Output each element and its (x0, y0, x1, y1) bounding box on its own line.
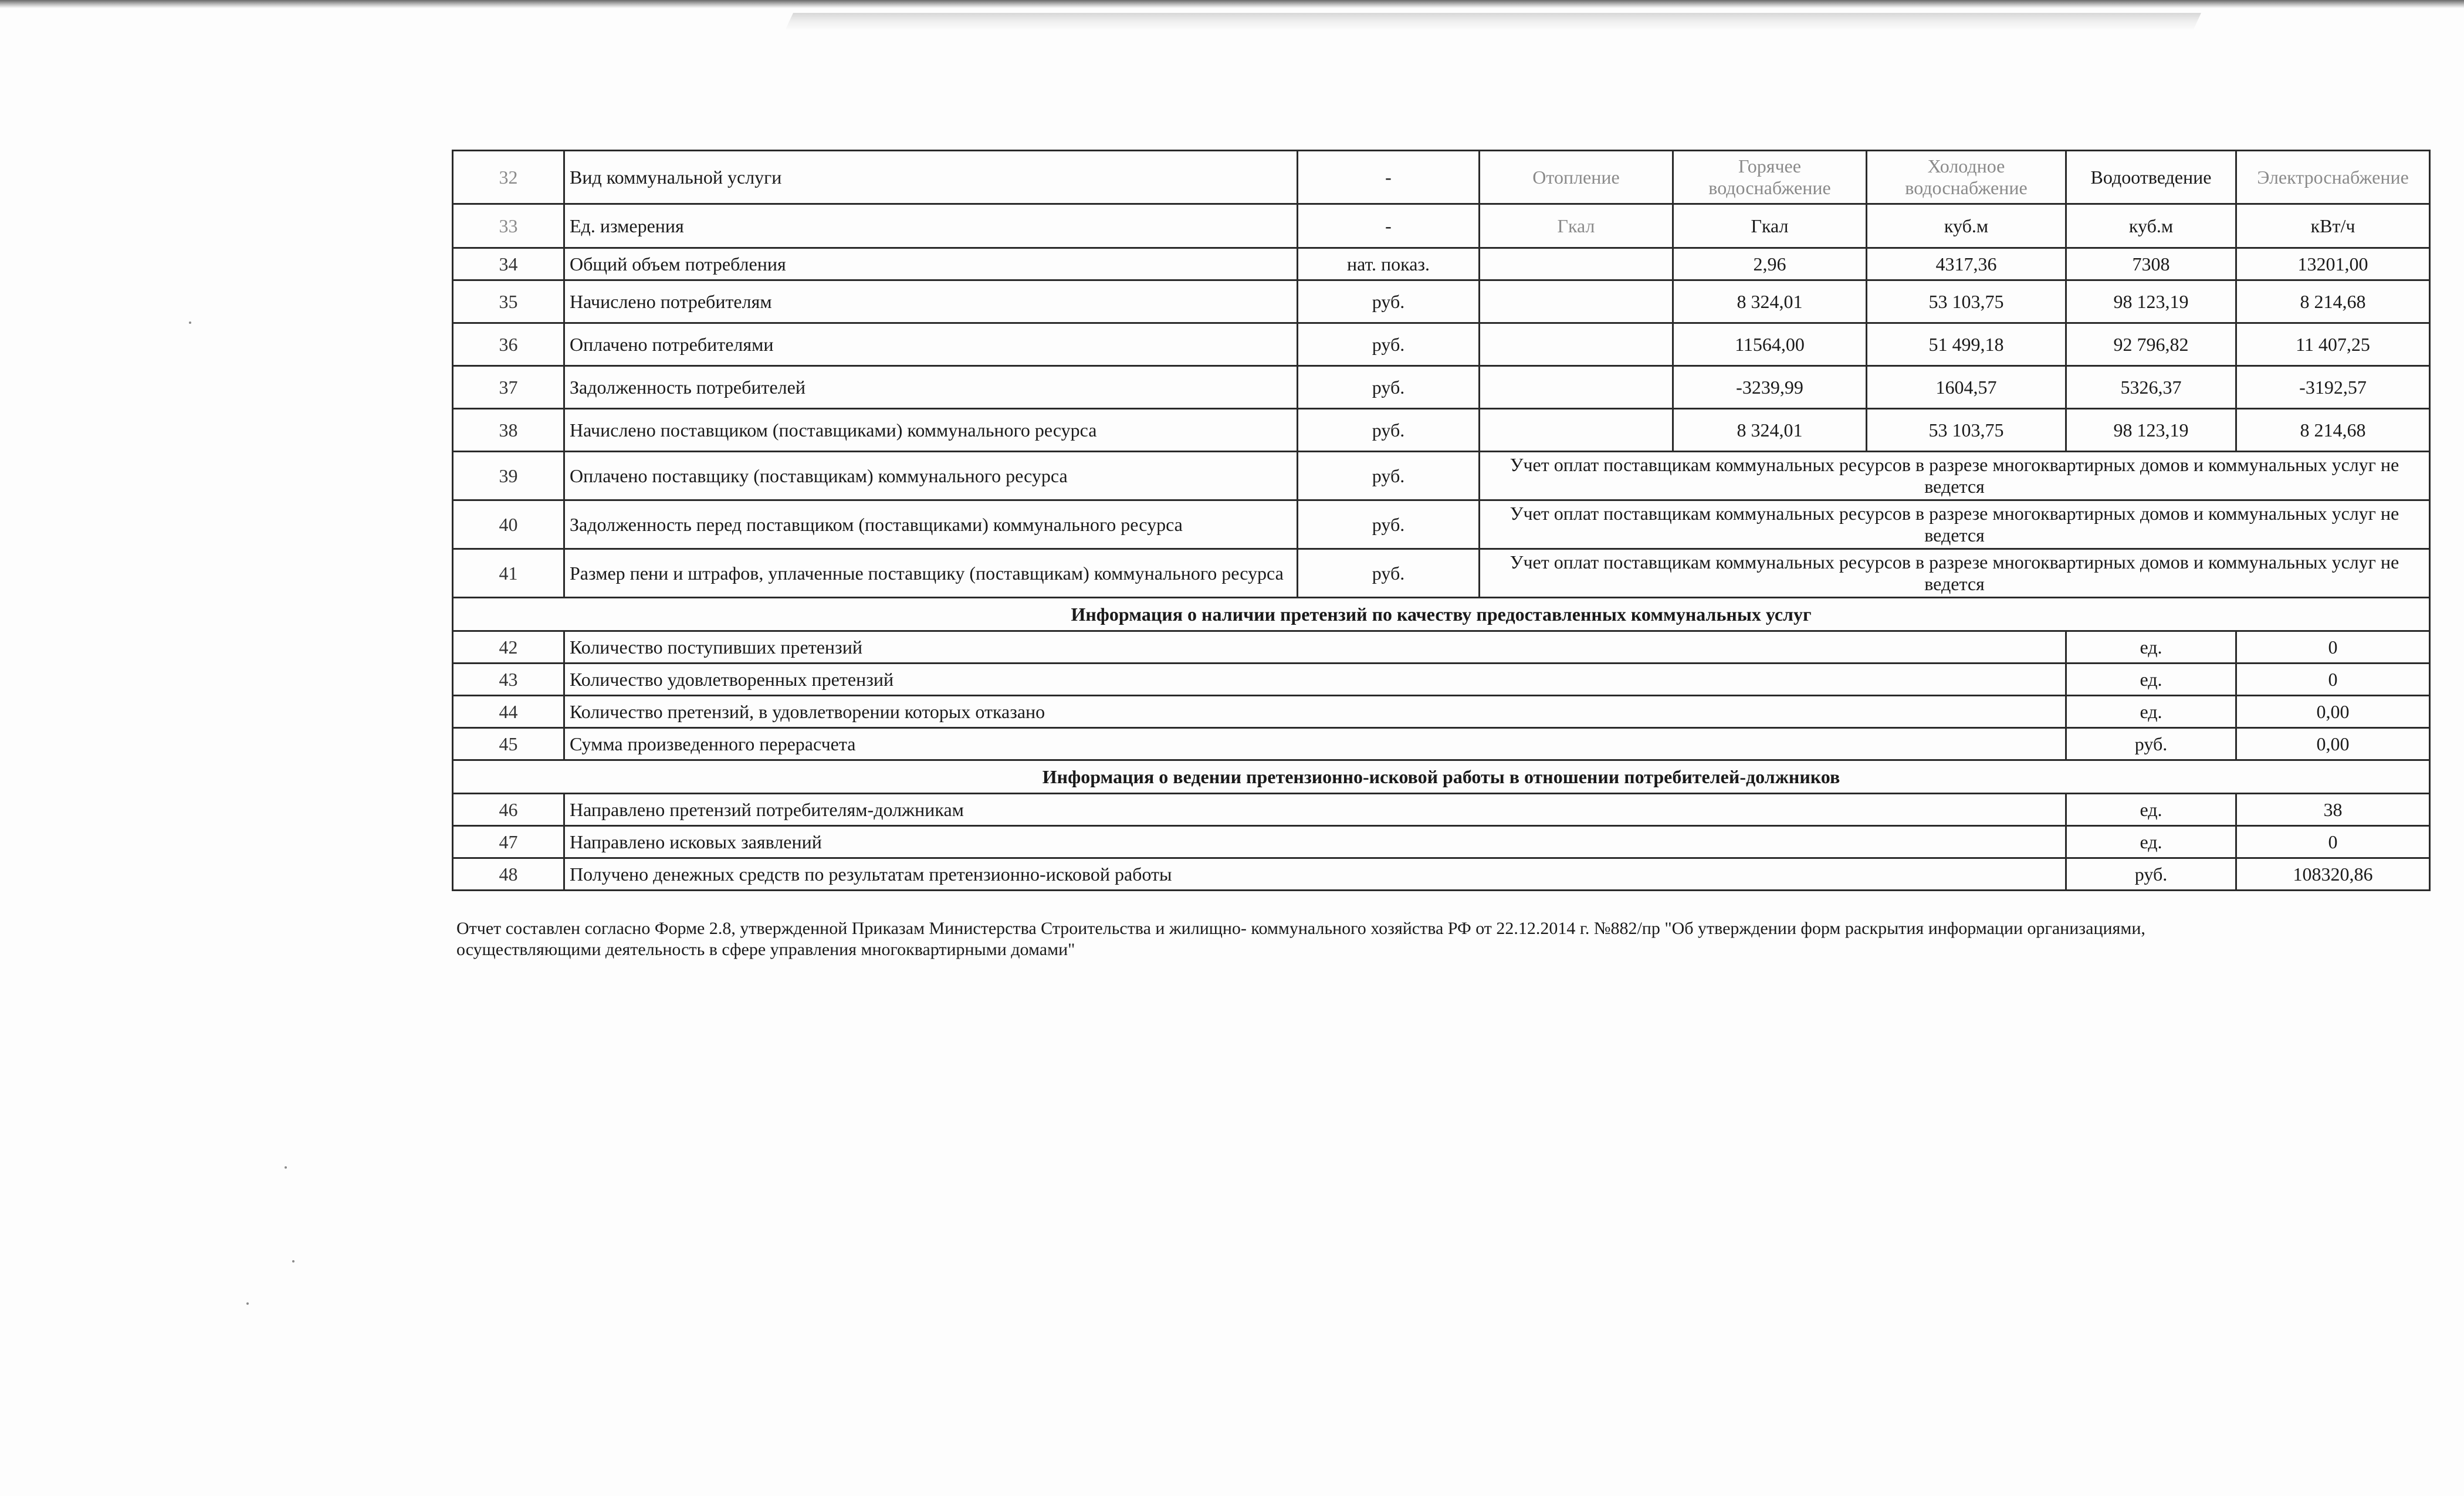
table-row (453, 631, 2430, 664)
cell-value: 0,00 (2236, 728, 2430, 760)
cell-value: 0 (2236, 826, 2430, 858)
row-number: 38 (453, 409, 564, 452)
table-row (453, 452, 2430, 500)
supplier-accounting-note: Учет оплат поставщикам коммунальных ресурсов в разрезе многоквартирных домов и коммунальных услуг не ведется (1480, 500, 2430, 549)
cell-value (1480, 366, 1673, 409)
row-number: 32 (453, 151, 564, 204)
cell-value: 4317,36 (1867, 248, 2066, 280)
row-label: Ед. измерения (564, 204, 1298, 248)
row-label: Количество претензий, в удовлетворении которых отказано (564, 696, 2066, 728)
cell-value: 108320,86 (2236, 858, 2430, 891)
cell-value: 8 214,68 (2236, 280, 2430, 323)
cell-value (1480, 248, 1673, 280)
row-label: Оплачено потребителями (564, 323, 1298, 366)
row-number: 33 (453, 204, 564, 248)
cell-value: -3239,99 (1673, 366, 1867, 409)
table-row (453, 794, 2430, 826)
cell-value: Гкал (1673, 204, 1867, 248)
cell-value: 92 796,82 (2066, 323, 2236, 366)
cell-value: 0 (2236, 664, 2430, 696)
supplier-accounting-note: Учет оплат поставщикам коммунальных ресурсов в разрезе многоквартирных домов и коммунальных услуг не ведется (1480, 452, 2430, 500)
row-unit: ед. (2066, 664, 2236, 696)
cell-value: 53 103,75 (1867, 409, 2066, 452)
claims-section-title: Информация о наличии претензий по качеству предоставленных коммунальных услуг (453, 598, 2430, 631)
table-row (453, 858, 2430, 891)
cell-value: 11564,00 (1673, 323, 1867, 366)
cell-value: Гкал (1480, 204, 1673, 248)
cell-value: 1604,57 (1867, 366, 2066, 409)
row-number: 43 (453, 664, 564, 696)
row-number: 48 (453, 858, 564, 891)
utilities-report-table (452, 150, 2431, 891)
cell-value: 13201,00 (2236, 248, 2430, 280)
row-label: Задолженность потребителей (564, 366, 1298, 409)
row-label: Направлено претензий потребителям-должникам (564, 794, 2066, 826)
service-heating: Отопление (1480, 151, 1673, 204)
row-unit: руб. (1298, 549, 1480, 598)
row-unit: руб. (1298, 500, 1480, 549)
cell-value: 51 499,18 (1867, 323, 2066, 366)
cell-value: 2,96 (1673, 248, 1867, 280)
row-unit: руб. (2066, 728, 2236, 760)
row-unit: нат. показ. (1298, 248, 1480, 280)
scan-speck (292, 1260, 295, 1263)
cell-value: 98 123,19 (2066, 409, 2236, 452)
cell-value: кВт/ч (2236, 204, 2430, 248)
service-electricity: Электроснабжение (2236, 151, 2430, 204)
cell-value: куб.м (2066, 204, 2236, 248)
row-number: 39 (453, 452, 564, 500)
row-unit: - (1298, 151, 1480, 204)
scan-edge-shadow (0, 0, 2464, 8)
table-row (453, 323, 2430, 366)
row-number: 47 (453, 826, 564, 858)
cell-value: 53 103,75 (1867, 280, 2066, 323)
table-row (453, 151, 2430, 204)
paper-fold-shadow (785, 13, 2201, 31)
table-row (453, 696, 2430, 728)
row-label: Оплачено поставщику (поставщикам) коммунального ресурса (564, 452, 1298, 500)
row-unit: руб. (1298, 366, 1480, 409)
table-row (453, 664, 2430, 696)
cell-value: 98 123,19 (2066, 280, 2236, 323)
row-unit: ед. (2066, 794, 2236, 826)
cell-value: 0 (2236, 631, 2430, 664)
row-unit: - (1298, 204, 1480, 248)
cell-value: -3192,57 (2236, 366, 2430, 409)
scan-speck (189, 321, 191, 324)
row-number: 34 (453, 248, 564, 280)
report-body (453, 151, 2430, 891)
row-unit: руб. (2066, 858, 2236, 891)
service-sewerage: Водоотведение (2066, 151, 2236, 204)
cell-value: 8 214,68 (2236, 409, 2430, 452)
row-label: Направлено исковых заявлений (564, 826, 2066, 858)
row-unit: ед. (2066, 826, 2236, 858)
cell-value: куб.м (1867, 204, 2066, 248)
row-label: Общий объем потребления (564, 248, 1298, 280)
cell-value: 38 (2236, 794, 2430, 826)
cell-value: 11 407,25 (2236, 323, 2430, 366)
row-label: Количество удовлетворенных претензий (564, 664, 2066, 696)
cell-value (1480, 280, 1673, 323)
row-number: 35 (453, 280, 564, 323)
row-unit: руб. (1298, 452, 1480, 500)
table-row (453, 409, 2430, 452)
row-label: Размер пени и штрафов, уплаченные поставщику (поставщикам) коммунального ресурса (564, 549, 1298, 598)
cell-value: 8 324,01 (1673, 280, 1867, 323)
row-unit: руб. (1298, 409, 1480, 452)
service-hot-water: Горячее водоснабжение (1673, 151, 1867, 204)
service-cold-water: Холодное водоснабжение (1867, 151, 2066, 204)
row-number: 40 (453, 500, 564, 549)
table-row (453, 280, 2430, 323)
row-label: Задолженность перед поставщиком (поставщиками) коммунального ресурса (564, 500, 1298, 549)
lawsuit-section-title: Информация о ведении претензионно-исковой работы в отношении потребителей-должников (453, 760, 2430, 794)
table-row (453, 728, 2430, 760)
row-number: 37 (453, 366, 564, 409)
scan-speck (285, 1166, 287, 1169)
row-unit: ед. (2066, 631, 2236, 664)
row-number: 41 (453, 549, 564, 598)
row-number: 45 (453, 728, 564, 760)
row-label: Количество поступивших претензий (564, 631, 2066, 664)
row-label: Начислено поставщиком (поставщиками) коммунального ресурса (564, 409, 1298, 452)
section-row (453, 598, 2430, 631)
row-number: 42 (453, 631, 564, 664)
row-number: 44 (453, 696, 564, 728)
cell-value: 5326,37 (2066, 366, 2236, 409)
report-footnote: Отчет составлен согласно Форме 2.8, утвержденной Приказам Министерства Строительства и жилищно- коммунального хозяйства РФ от 22.12.2014 г. №882/пр "Об утверждении форм раскрытия информации организациями, осуществляющими деятельность в сфере управления многоквартирными домами" (456, 919, 2145, 959)
row-unit: руб. (1298, 323, 1480, 366)
row-number: 36 (453, 323, 564, 366)
row-label: Получено денежных средств по результатам претензионно-исковой работы (564, 858, 2066, 891)
section-row (453, 760, 2430, 794)
table-row (453, 204, 2430, 248)
table-row (453, 500, 2430, 549)
row-unit: руб. (1298, 280, 1480, 323)
scan-speck (246, 1302, 249, 1305)
cell-value (1480, 409, 1673, 452)
row-unit: ед. (2066, 696, 2236, 728)
table-row (453, 549, 2430, 598)
table-row (453, 248, 2430, 280)
row-label: Сумма произведенного перерасчета (564, 728, 2066, 760)
cell-value (1480, 323, 1673, 366)
cell-value: 8 324,01 (1673, 409, 1867, 452)
cell-value: 7308 (2066, 248, 2236, 280)
row-number: 46 (453, 794, 564, 826)
table-row (453, 366, 2430, 409)
row-label: Начислено потребителям (564, 280, 1298, 323)
supplier-accounting-note: Учет оплат поставщикам коммунальных ресурсов в разрезе многоквартирных домов и коммунальных услуг не ведется (1480, 549, 2430, 598)
row-label: Вид коммунальной услуги (564, 151, 1298, 204)
table-row (453, 826, 2430, 858)
cell-value: 0,00 (2236, 696, 2430, 728)
